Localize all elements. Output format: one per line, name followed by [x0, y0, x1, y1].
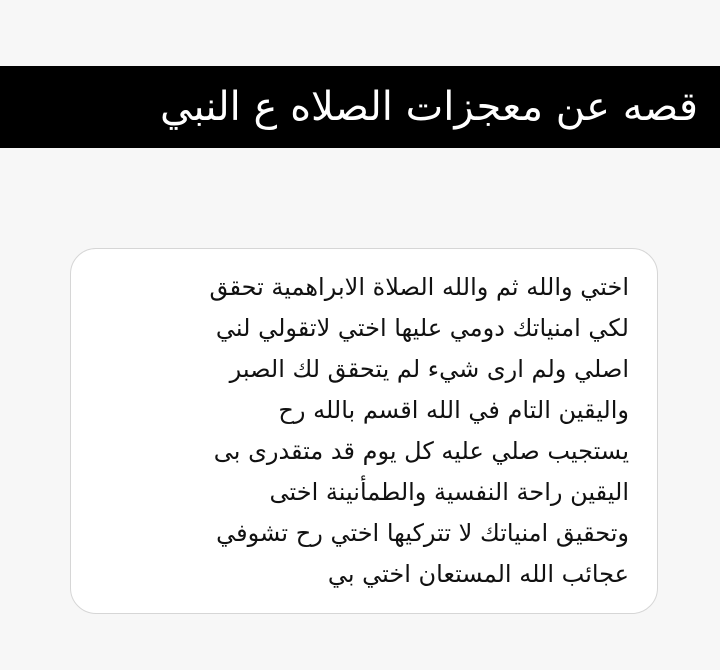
message-bubble [70, 248, 658, 614]
message-line: وتحقيق امنياتك لا تتركيها اختي رح تشوفي [216, 519, 629, 547]
message-text [209, 267, 629, 595]
message-line: يستجيب صلي عليه كل يوم قد متقدرى بى [213, 437, 629, 465]
message-line: عجائب الله المستعان اختي بي [327, 560, 629, 588]
banner-title: قصه عن معجزات الصلاه ع النبي [160, 84, 698, 130]
message-line: واليقين التام في الله اقسم بالله رح [278, 396, 629, 424]
title-banner [0, 66, 720, 148]
message-line: اليقين راحة النفسية والطمأنينة اختى [269, 478, 629, 506]
message-line: اصلي ولم ارى شيء لم يتحقق لك الصبر [229, 355, 629, 383]
message-line: اختي والله ثم والله الصلاة الابراهمية تحقق [209, 273, 629, 301]
message-line: لكي امنياتك دومي عليها اختي لاتقولي لني [215, 314, 629, 342]
